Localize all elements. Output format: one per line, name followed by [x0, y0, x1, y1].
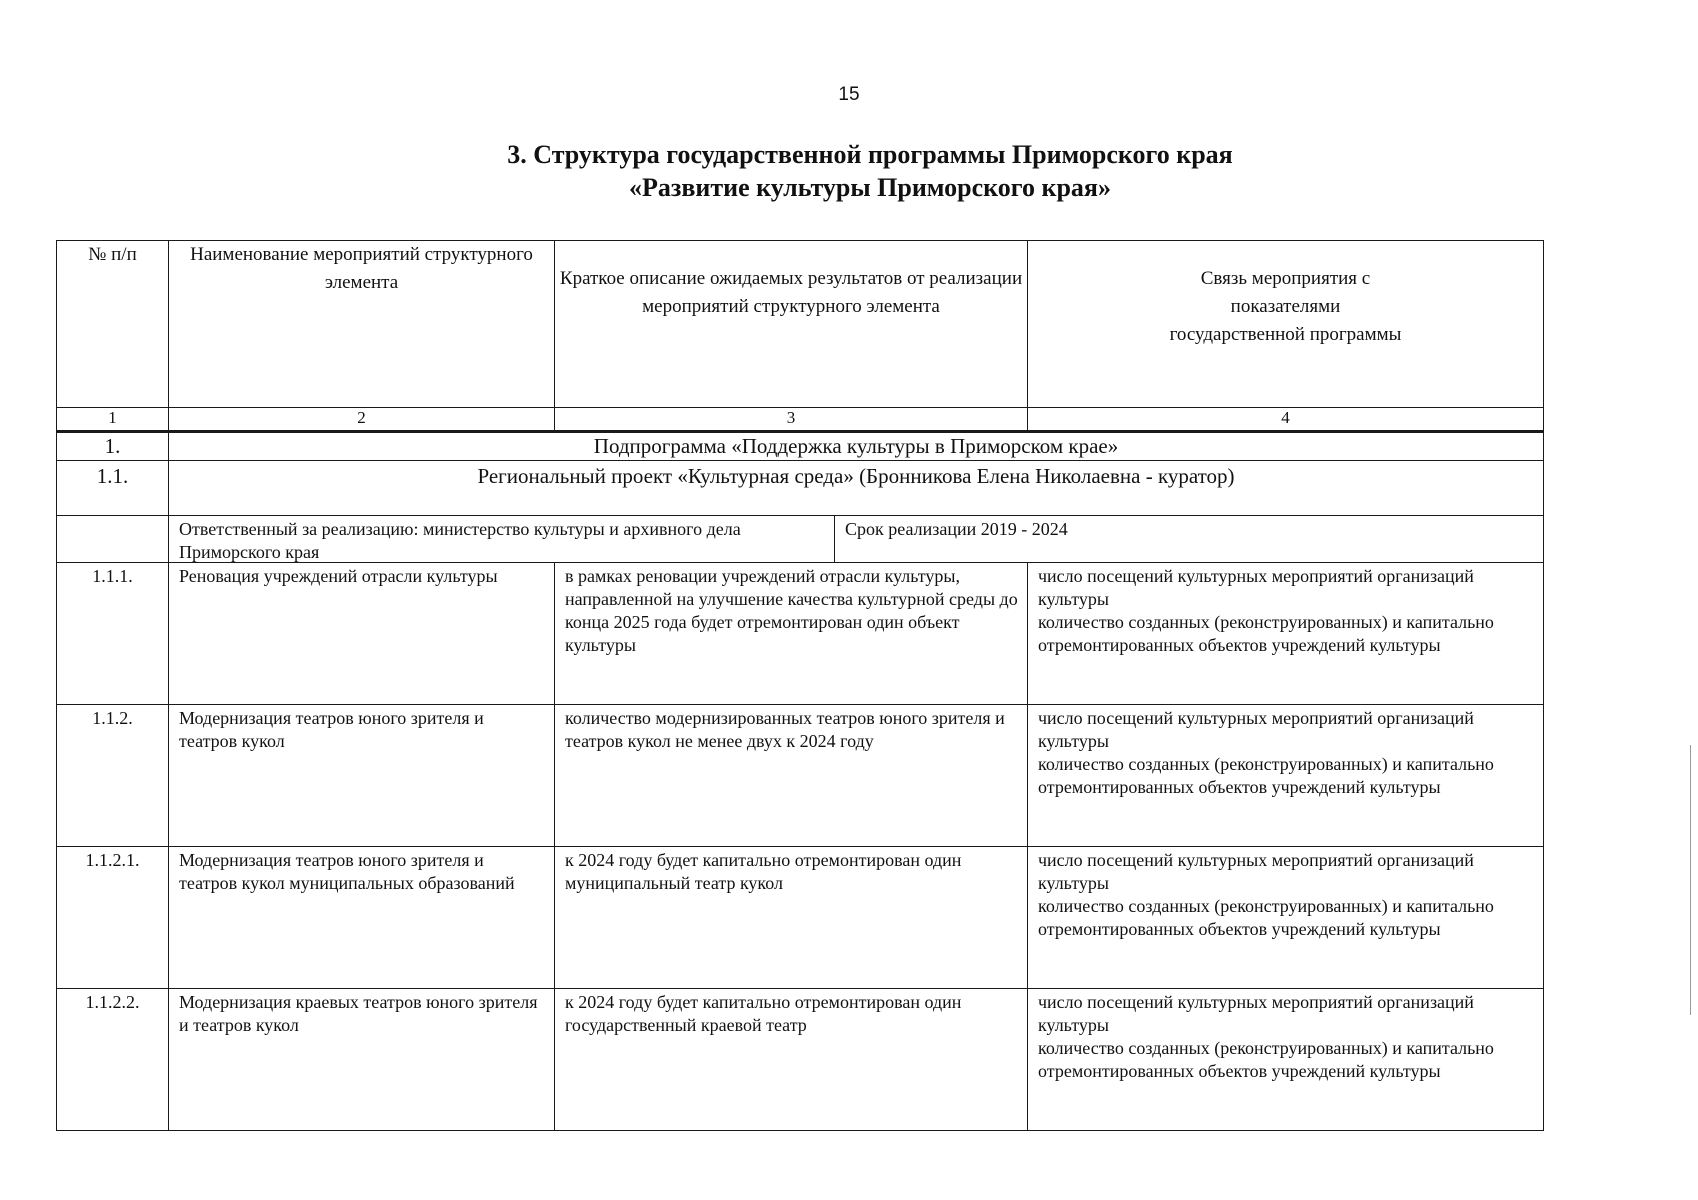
row-number: 1.1.2.1.	[57, 847, 169, 989]
row-activity-name: Модернизация театров юного зрителя и театров кукол	[169, 705, 555, 847]
subprogram-number: 1.	[57, 432, 169, 461]
column-number: 2	[169, 408, 555, 432]
implementation-period: Срок реализации 2019 - 2024	[845, 519, 1068, 539]
responsible-executor: Ответственный за реализацию: министерство культуры и архивного дела Приморского края	[169, 516, 835, 562]
row-number: 1.1.2.	[57, 705, 169, 847]
header-expected-results: Краткое описание ожидаемых результатов от реализации мероприятий структурного элемента	[555, 241, 1028, 408]
page-number: 15	[838, 84, 860, 105]
header-indicators-line: показателями	[1230, 296, 1341, 317]
header-activity-name: Наименование мероприятий структурного элемента	[169, 241, 555, 408]
row-indicators	[1028, 847, 1544, 989]
row-indicators	[1028, 563, 1544, 705]
indicator-item: число посещений культурных мероприятий организаций культуры	[1038, 566, 1474, 609]
scan-edge-mark	[1690, 745, 1691, 1015]
row-activity-name: Модернизация краевых театров юного зрителя и театров кукол	[169, 989, 555, 1131]
row-indicators	[1028, 989, 1544, 1131]
indicator-item: количество созданных (реконструированных) и капитально отремонтированных объектов учреждений культуры	[1038, 1038, 1494, 1081]
indicator-item: число посещений культурных мероприятий организаций культуры	[1038, 992, 1474, 1035]
table-row	[57, 847, 1544, 989]
project-number: 1.1.	[57, 461, 169, 516]
row-indicators	[1028, 705, 1544, 847]
row-activity-name: Реновация учреждений отрасли культуры	[169, 563, 555, 705]
column-number-row	[57, 408, 1544, 432]
table-row	[57, 563, 1544, 705]
indicator-item: количество созданных (реконструированных) и капитально отремонтированных объектов учреждений культуры	[1038, 754, 1494, 797]
row-number: 1.1.1.	[57, 563, 169, 705]
document-title	[0, 138, 1698, 204]
row-expected-result: количество модернизированных театров юного зрителя и театров кукол не менее двух к 2024 году	[555, 705, 1028, 847]
indicator-item: число посещений культурных мероприятий организаций культуры	[1038, 850, 1474, 893]
indicator-item: число посещений культурных мероприятий организаций культуры	[1038, 708, 1474, 751]
row-expected-result: к 2024 году будет капитально отремонтирован один государственный краевой театр	[555, 989, 1028, 1131]
subprogram-title: Подпрограмма «Поддержка культуры в Приморском крае»	[169, 432, 1544, 461]
row-number: 1.1.2.2.	[57, 989, 169, 1131]
title-line-2: «Развитие культуры Приморского края»	[629, 173, 1111, 202]
responsible-number-cell	[57, 516, 169, 563]
table-row	[57, 989, 1544, 1131]
table-row	[57, 705, 1544, 847]
header-number: № п/п	[57, 241, 169, 408]
row-expected-result: в рамках реновации учреждений отрасли культуры, направленной на улучшение качества культурной среды до конца 2025 года будет отремонтирован один объект культуры	[555, 563, 1028, 705]
row-expected-result: к 2024 году будет капитально отремонтирован один муниципальный театр кукол	[555, 847, 1028, 989]
title-line-1: 3. Структура государственной программы Приморского края	[507, 140, 1233, 169]
indicator-item: количество созданных (реконструированных) и капитально отремонтированных объектов учреждений культуры	[1038, 896, 1494, 939]
column-number: 3	[555, 408, 1028, 432]
indicator-item: количество созданных (реконструированных) и капитально отремонтированных объектов учреждений культуры	[1038, 612, 1494, 655]
subprogram-row	[57, 432, 1544, 461]
header-indicators-line: государственной программы	[1169, 324, 1402, 345]
responsible-cell	[169, 516, 1544, 563]
responsible-row	[57, 516, 1544, 563]
project-row	[57, 461, 1544, 516]
table-header-row	[57, 241, 1544, 408]
row-activity-name: Модернизация театров юного зрителя и театров кукол муниципальных образований	[169, 847, 555, 989]
project-title: Региональный проект «Культурная среда» (Бронникова Елена Николаевна - куратор)	[169, 461, 1544, 516]
program-structure-table	[56, 240, 1544, 1131]
header-indicators-line: Связь мероприятия с	[1200, 268, 1371, 289]
header-indicators-link	[1028, 241, 1544, 408]
column-number: 1	[57, 408, 169, 432]
column-number: 4	[1028, 408, 1544, 432]
